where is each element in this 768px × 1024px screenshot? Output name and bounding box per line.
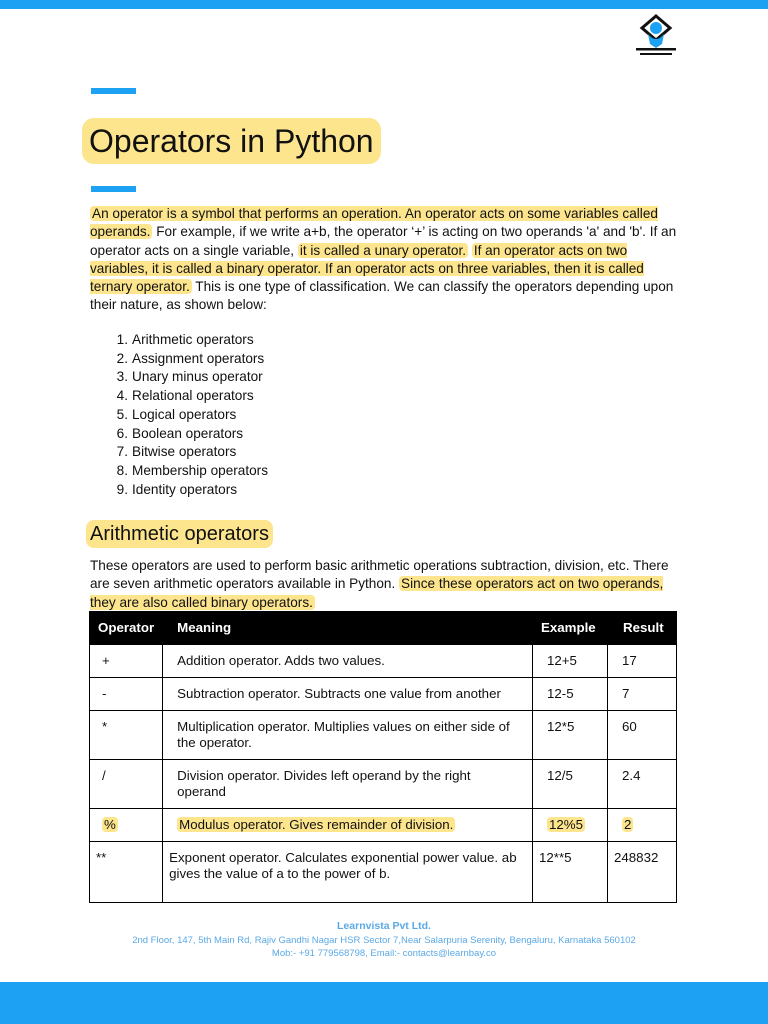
cell-result <box>608 711 677 760</box>
list-item-number: 2. <box>116 350 128 366</box>
list-item <box>90 425 268 444</box>
intro-paragraph <box>90 205 680 315</box>
cell-result <box>608 645 677 678</box>
cell-example <box>533 711 608 760</box>
cell-example <box>533 842 608 903</box>
cell-operator-text: - <box>102 686 107 701</box>
cell-result <box>608 760 677 809</box>
list-item-number: 3. <box>116 369 128 385</box>
cell-example-text: 12%5 <box>549 817 584 832</box>
arithmetic-operators-table <box>89 611 677 903</box>
cell-meaning <box>163 842 533 903</box>
arithmetic-desc-text: These operators are used to perform basic arithmetic operations subtraction, division, etc. There are seven arithmetic operators available in Python. <box>90 558 669 592</box>
cell-operator <box>90 842 163 903</box>
list-item-number: 1. <box>116 332 128 347</box>
list-item-label: Identity operators <box>132 481 238 497</box>
cell-example <box>533 809 608 842</box>
footer-address: 2nd Floor, 147, 5th Main Rd, Rajiv Gandhi Nagar HSR Sector 7,Near Salarpuria Serenity, Bengaluru, Karnataka 560102 <box>132 934 636 946</box>
cell-example-text: 12/5 <box>547 768 573 783</box>
title-accent-top <box>91 88 136 94</box>
cell-operator-text: ** <box>96 850 107 865</box>
cell-meaning-text: Division operator. Divides left operand by the right operand <box>177 768 471 799</box>
cell-meaning-text: Exponent operator. Calculates exponential power value. ab gives the value of a to the power of b. <box>169 850 517 881</box>
list-item-label: Relational operators <box>132 388 254 404</box>
header-operator: Operator <box>90 612 163 645</box>
cell-meaning <box>163 809 533 842</box>
cell-example-text: 12**5 <box>539 850 572 865</box>
cell-meaning <box>163 711 533 760</box>
list-item-label: Unary minus operator <box>132 369 263 385</box>
cell-result-text: 2 <box>624 817 632 832</box>
page-footer <box>0 920 768 961</box>
arithmetic-desc-highlight: Since these operators act on two operands, they are also called binary operators. <box>90 576 664 610</box>
intro-text: This is one type of classification. We can classify the operators depending upon their nature, as shown below: <box>90 279 674 313</box>
cell-example <box>533 760 608 809</box>
intro-highlight: If an operator acts on two variables, it is called a binary operator. If an operator acts on three variables, then it is called ternary operator. <box>90 242 644 295</box>
cell-meaning <box>163 760 533 809</box>
cell-operator <box>90 760 163 809</box>
list-item-number: 6. <box>116 425 128 441</box>
table-row <box>90 645 677 678</box>
cell-meaning-text: Modulus operator. Gives remainder of division. <box>179 817 454 832</box>
cell-result-text: 2.4 <box>622 768 641 783</box>
intro-text: For example, if we write a+b, the operator ‘+’ is acting on two operands 'a' and 'b'. If an operator acts on a single variable, <box>90 224 677 258</box>
cell-result <box>608 678 677 711</box>
list-item <box>90 406 268 425</box>
arithmetic-heading: Arithmetic operators <box>86 520 273 548</box>
page-title: Operators in Python <box>82 118 381 164</box>
list-item-label: Arithmetic operators <box>132 332 254 347</box>
cell-example-text: 12+5 <box>547 653 577 668</box>
cell-result <box>608 809 677 842</box>
table-row <box>90 678 677 711</box>
list-item-label: Membership operators <box>132 462 268 478</box>
cell-operator-text: * <box>102 719 108 734</box>
list-item-label: Assignment operators <box>132 350 265 366</box>
cell-meaning <box>163 645 533 678</box>
cell-operator-text: / <box>102 768 106 783</box>
list-item-number: 9. <box>116 481 128 497</box>
table-row <box>90 760 677 809</box>
cell-operator <box>90 809 163 842</box>
table-row <box>90 842 677 903</box>
title-accent-bottom <box>91 186 136 192</box>
list-item-label: Boolean operators <box>132 425 244 441</box>
cell-result-text: 7 <box>622 686 630 701</box>
cell-example-text: 12*5 <box>547 719 575 734</box>
list-item-number: 5. <box>116 406 128 422</box>
list-item-number: 7. <box>116 444 128 460</box>
list-item <box>90 387 268 406</box>
intro-highlight: An operator is a symbol that performs an operation. An operator acts on some variables called operands. <box>90 206 658 240</box>
cell-result <box>608 842 677 903</box>
footer-contact: Mob:- +91 779568798, Email:- contacts@learnbay.co <box>271 948 497 959</box>
list-item-label: Logical operators <box>132 406 237 422</box>
cell-operator-text: + <box>102 653 110 668</box>
header-meaning: Meaning <box>163 612 533 645</box>
cell-meaning <box>163 678 533 711</box>
cell-example <box>533 645 608 678</box>
cell-operator <box>90 645 163 678</box>
intro-highlight: it is called a unary operator. <box>299 242 467 258</box>
list-item <box>90 350 268 369</box>
list-item <box>90 481 268 500</box>
list-item <box>90 331 268 350</box>
cell-operator <box>90 711 163 760</box>
bottom-accent-bar <box>0 982 768 1024</box>
cell-result-text: 248832 <box>614 850 659 865</box>
cell-meaning-text: Addition operator. Adds two values. <box>177 653 385 668</box>
cell-meaning-text: Subtraction operator. Subtracts one value from another <box>177 686 501 701</box>
cell-operator <box>90 678 163 711</box>
list-item-number: 8. <box>116 462 128 478</box>
header-result: Result <box>608 612 677 645</box>
cell-result-text: 60 <box>622 719 637 734</box>
list-item <box>90 443 268 462</box>
cell-example <box>533 678 608 711</box>
top-accent-bar <box>0 0 768 9</box>
table-body <box>90 645 677 903</box>
list-item-label: Bitwise operators <box>132 444 237 460</box>
cell-result-text: 17 <box>622 653 637 668</box>
arithmetic-description <box>90 557 680 612</box>
table-row <box>90 809 677 842</box>
table-row <box>90 711 677 760</box>
header-example: Example <box>533 612 608 645</box>
cell-meaning-text: Multiplication operator. Multiplies values on either side of the operator. <box>177 719 510 750</box>
list-item-number: 4. <box>116 388 128 404</box>
operator-types-list <box>90 331 268 499</box>
cell-operator-text: % <box>104 817 116 832</box>
list-item <box>90 462 268 481</box>
table-header-row <box>90 612 677 645</box>
cell-example-text: 12-5 <box>547 686 574 701</box>
learnbay-logo-icon <box>632 14 680 58</box>
list-item <box>90 368 268 387</box>
footer-company: Learnvista Pvt Ltd. <box>337 920 431 932</box>
